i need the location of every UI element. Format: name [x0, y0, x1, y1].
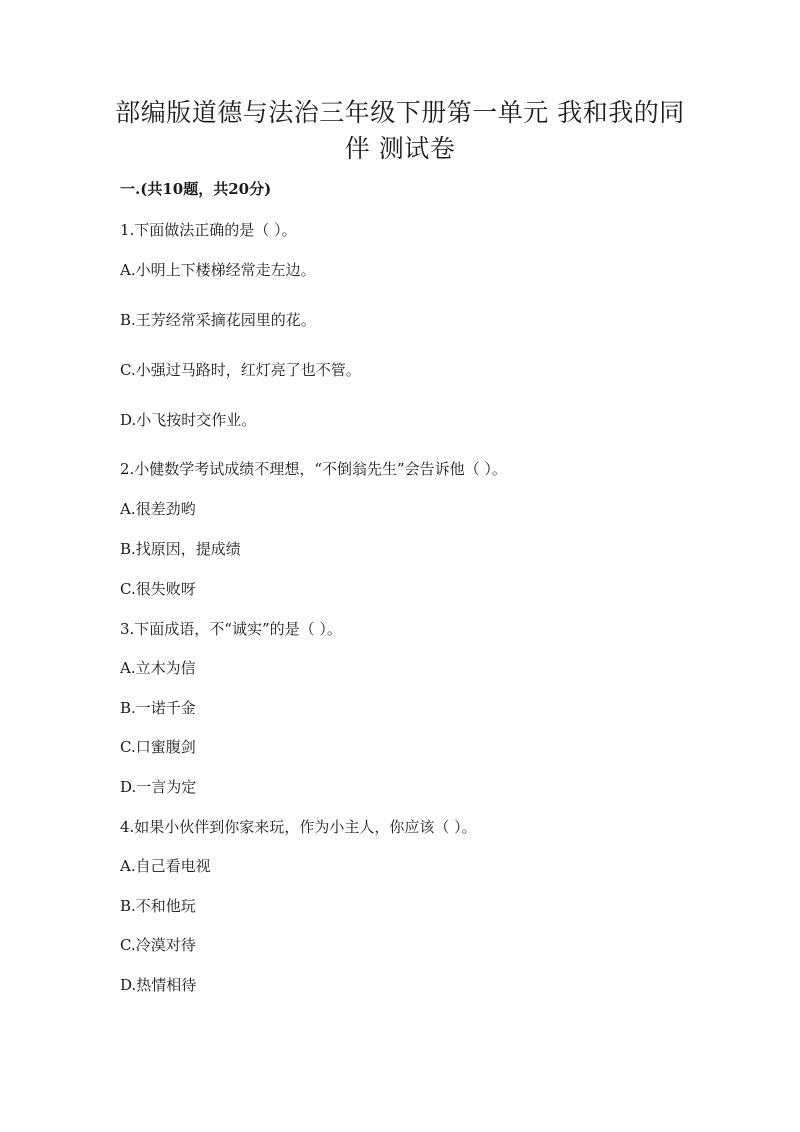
document-title: [110, 95, 690, 167]
title-line-1: 部编版道德与法治三年级下册第一单元 我和我的同: [115, 98, 685, 127]
question-4-option-d: D.热情相待: [120, 976, 197, 994]
question-4-option-c: C.冷漠对待: [120, 936, 196, 954]
question-1-option-c: C.小强过马路时，红灯亮了也不管。: [120, 361, 361, 379]
question-3-option-b: B.一诺千金: [120, 699, 196, 717]
question-3-option-c: C.口蜜腹剑: [120, 738, 196, 756]
title-line-2: 伴 测试卷: [344, 134, 456, 163]
question-4-stem: 4.如果小伙伴到你家来玩，作为小主人，你应该（ ）。: [120, 818, 477, 836]
question-2-option-a: A.很差劲哟: [120, 500, 196, 518]
question-1-option-a: A.小明上下楼梯经常走左边。: [120, 261, 316, 279]
question-2-stem: 2.小健数学考试成绩不理想，“不倒翁先生”会告诉他（ ）。: [120, 460, 507, 478]
section-heading: 一.(共10题，共20分): [120, 180, 272, 198]
question-2-option-b: B.找原因，提成绩: [120, 540, 241, 558]
question-3-stem: 3.下面成语，不“诚实”的是（ ）。: [120, 620, 342, 638]
question-3-option-d: D.一言为定: [120, 778, 197, 796]
question-1-option-d: D.小飞按时交作业。: [120, 411, 257, 429]
question-3-option-a: A.立木为信: [120, 659, 196, 677]
question-1-option-b: B.王芳经常采摘花园里的花。: [120, 311, 316, 329]
question-1-stem: 1.下面做法正确的是（ ）。: [120, 221, 297, 239]
question-2-option-c: C.很失败呀: [120, 580, 196, 598]
question-4-option-a: A.自己看电视: [120, 857, 211, 875]
question-4-option-b: B.不和他玩: [120, 897, 196, 915]
